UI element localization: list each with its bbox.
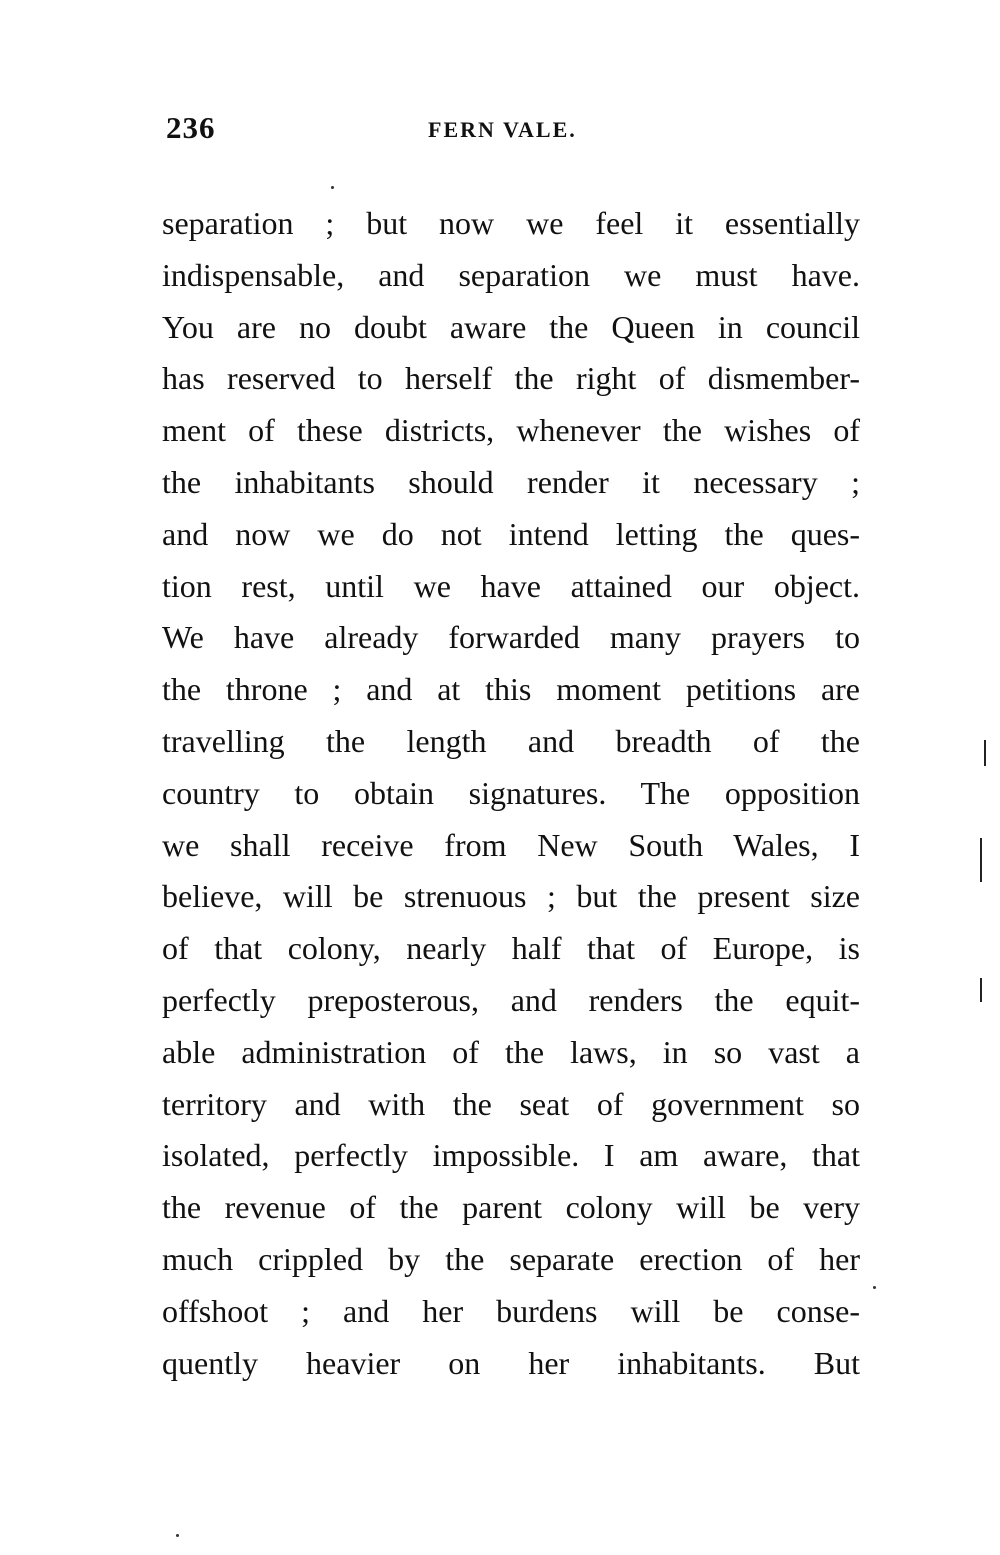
text-line: territory and with the seat of government so: [162, 1085, 860, 1122]
text-line: quently heavier on her inhabitants. But: [162, 1344, 860, 1381]
text-line: ment of these districts, whenever the wishes of: [162, 412, 860, 449]
running-title: FERN VALE.: [428, 117, 577, 142]
text-line: has reserved to herself the right of dismember-: [162, 360, 860, 397]
text-line: country to obtain signatures. The opposition: [162, 774, 860, 811]
text-line: we shall receive from New South Wales, I: [162, 826, 860, 863]
text-line: the revenue of the parent colony will be very: [162, 1189, 860, 1226]
page-number: 236: [166, 110, 216, 145]
text-line: the throne ; and at this moment petitions are: [162, 671, 860, 708]
text-line: tion rest, until we have attained our object.: [162, 567, 860, 604]
scan-speck: [873, 1286, 876, 1289]
text-line: perfectly preposterous, and renders the equit-: [162, 981, 860, 1018]
text-line: separation ; but now we feel it essentially: [162, 205, 860, 241]
text-line: indispensable, and separation we must have.: [162, 256, 860, 293]
text-line: able administration of the laws, in so vast a: [162, 1033, 860, 1070]
margin-mark: [980, 978, 982, 1002]
margin-mark: [984, 740, 986, 766]
text-line: and now we do not intend letting the ques-: [162, 515, 860, 552]
text-line: of that colony, nearly half that of Europe, is: [162, 930, 860, 967]
text-line: isolated, perfectly impossible. I am aware, that: [162, 1137, 860, 1174]
text-line: believe, will be strenuous ; but the present size: [162, 878, 860, 915]
text-line: travelling the length and breadth of the: [162, 722, 860, 759]
scan-speck: [331, 186, 334, 189]
scan-speck: [176, 1534, 179, 1537]
text-line: the inhabitants should render it necessary ;: [162, 463, 860, 500]
body-text: [162, 198, 860, 1389]
page-header: [160, 110, 860, 160]
margin-mark: [980, 838, 982, 882]
text-line: You are no doubt aware the Queen in council: [162, 308, 860, 345]
text-line: offshoot ; and her burdens will be conse-: [162, 1292, 860, 1329]
text-line: much crippled by the separate erection of her: [162, 1240, 860, 1277]
text-line: We have already forwarded many prayers to: [162, 619, 860, 656]
